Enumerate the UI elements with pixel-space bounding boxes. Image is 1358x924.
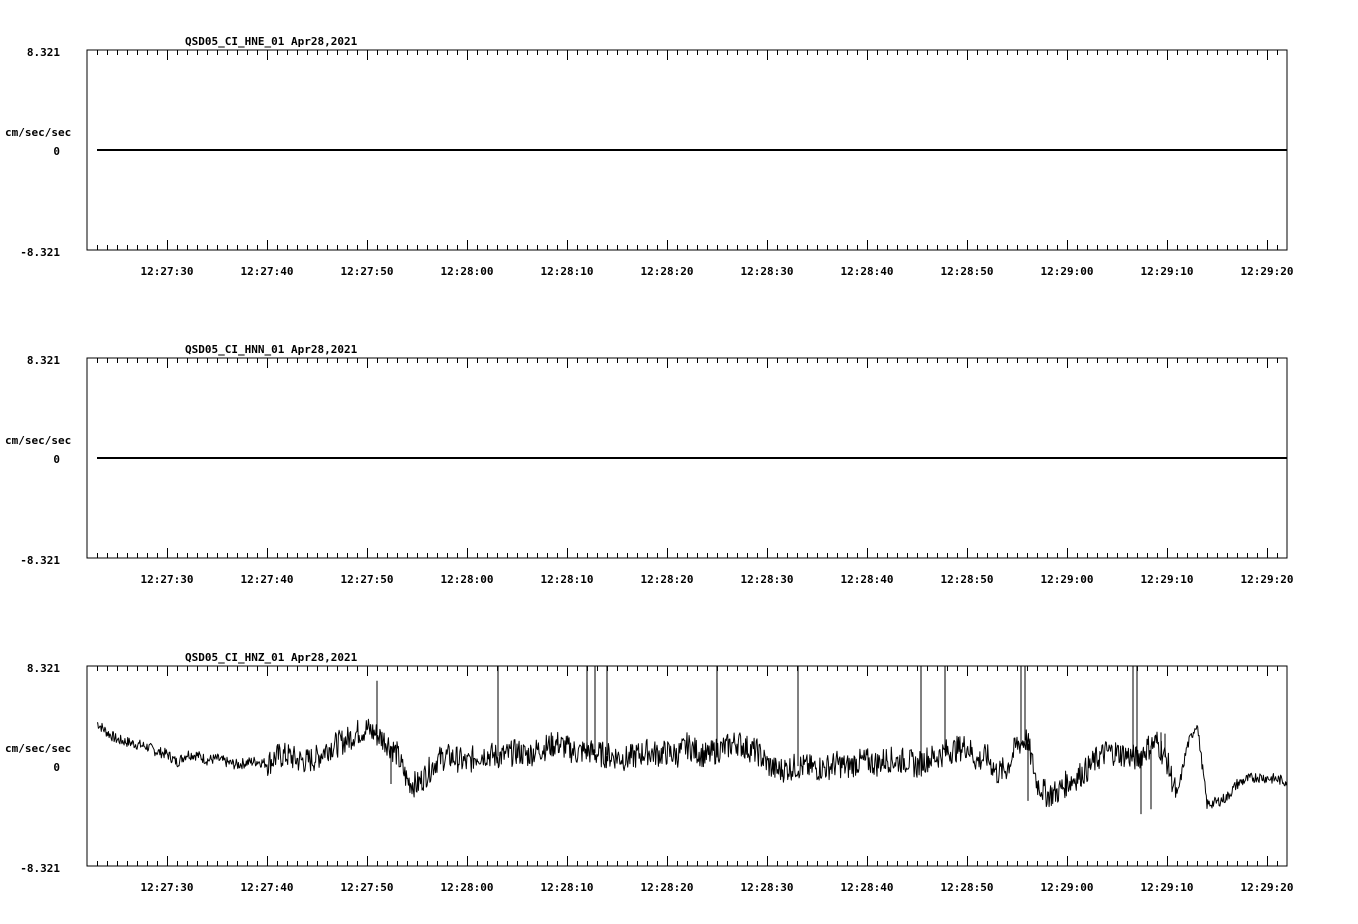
panel-hne-xtick-label: 12:27:50 <box>340 265 394 278</box>
panel-hnz-xtick-label: 12:28:20 <box>640 881 694 894</box>
panel-hnz-xtick-label: 12:28:10 <box>540 881 594 894</box>
panel-hnz-ytick-bottom: -8.321 <box>20 862 60 875</box>
panel-hnz-xtick-label: 12:28:00 <box>440 881 494 894</box>
panel-hnz-xtick-label: 12:29:10 <box>1140 881 1194 894</box>
panel-hnn-xtick-label: 12:27:50 <box>340 573 394 586</box>
panel-hne-ytick-zero: 0 <box>53 145 60 158</box>
panel-hnn-xtick-label: 12:29:20 <box>1240 573 1294 586</box>
panel-hnz-ylabel: cm/sec/sec <box>5 742 72 755</box>
panel-hnz-ytick-zero: 0 <box>53 761 60 774</box>
panel-hnz-xtick-label: 12:27:30 <box>140 881 194 894</box>
panel-hnn-title: QSD05_CI_HNN_01 Apr28,2021 <box>185 343 358 356</box>
panel-hne-xtick-label: 12:27:40 <box>240 265 294 278</box>
panel-hnz-xtick-label: 12:28:40 <box>840 881 894 894</box>
panel-hnn-ytick-zero: 0 <box>53 453 60 466</box>
panel-hne-title: QSD05_CI_HNE_01 Apr28,2021 <box>185 35 358 48</box>
panel-hne-xtick-label: 12:28:40 <box>840 265 894 278</box>
panel-hnz-xtick-label: 12:29:00 <box>1040 881 1094 894</box>
panel-hnn-ytick-top: 8.321 <box>26 354 60 367</box>
panel-hnn-xtick-label: 12:27:30 <box>140 573 194 586</box>
panel-hnn-xtick-label: 12:28:30 <box>740 573 794 586</box>
panel-hne-xtick-label: 12:28:00 <box>440 265 494 278</box>
panel-hnz-xtick-label: 12:28:30 <box>740 881 794 894</box>
panel-hne-ytick-bottom: -8.321 <box>20 246 60 259</box>
panel-hne-ytick-top: 8.321 <box>26 46 60 59</box>
panel-hnz-xtick-label: 12:27:50 <box>340 881 394 894</box>
panel-hnn-xtick-label: 12:28:00 <box>440 573 494 586</box>
panel-hnn-xtick-label: 12:28:10 <box>540 573 594 586</box>
panel-hne-xtick-label: 12:29:20 <box>1240 265 1294 278</box>
panel-hnz-xtick-label: 12:29:20 <box>1240 881 1294 894</box>
panel-hnz-title: QSD05_CI_HNZ_01 Apr28,2021 <box>185 651 358 664</box>
panel-hnz-ytick-top: 8.321 <box>26 662 60 675</box>
panel-hnn-xtick-label: 12:29:10 <box>1140 573 1194 586</box>
panel-hnn-xtick-label: 12:28:20 <box>640 573 694 586</box>
panel-hnz-xtick-label: 12:27:40 <box>240 881 294 894</box>
panel-hne-xtick-label: 12:28:20 <box>640 265 694 278</box>
panel-hnn-xtick-label: 12:28:50 <box>940 573 994 586</box>
panel-hnn-xtick-label: 12:27:40 <box>240 573 294 586</box>
panel-hne-xtick-label: 12:28:50 <box>940 265 994 278</box>
panel-hne-xtick-label: 12:28:30 <box>740 265 794 278</box>
panel-hnn-ytick-bottom: -8.321 <box>20 554 60 567</box>
panel-hnn-xtick-label: 12:29:00 <box>1040 573 1094 586</box>
panel-hne-ylabel: cm/sec/sec <box>5 126 72 139</box>
panel-hne-xtick-label: 12:27:30 <box>140 265 194 278</box>
panel-hne-xtick-label: 12:29:00 <box>1040 265 1094 278</box>
panel-hnn-ylabel: cm/sec/sec <box>5 434 72 447</box>
panel-hnn-xtick-label: 12:28:40 <box>840 573 894 586</box>
panel-hne-xtick-label: 12:29:10 <box>1140 265 1194 278</box>
panel-hnz-xtick-label: 12:28:50 <box>940 881 994 894</box>
panel-hne-xtick-label: 12:28:10 <box>540 265 594 278</box>
